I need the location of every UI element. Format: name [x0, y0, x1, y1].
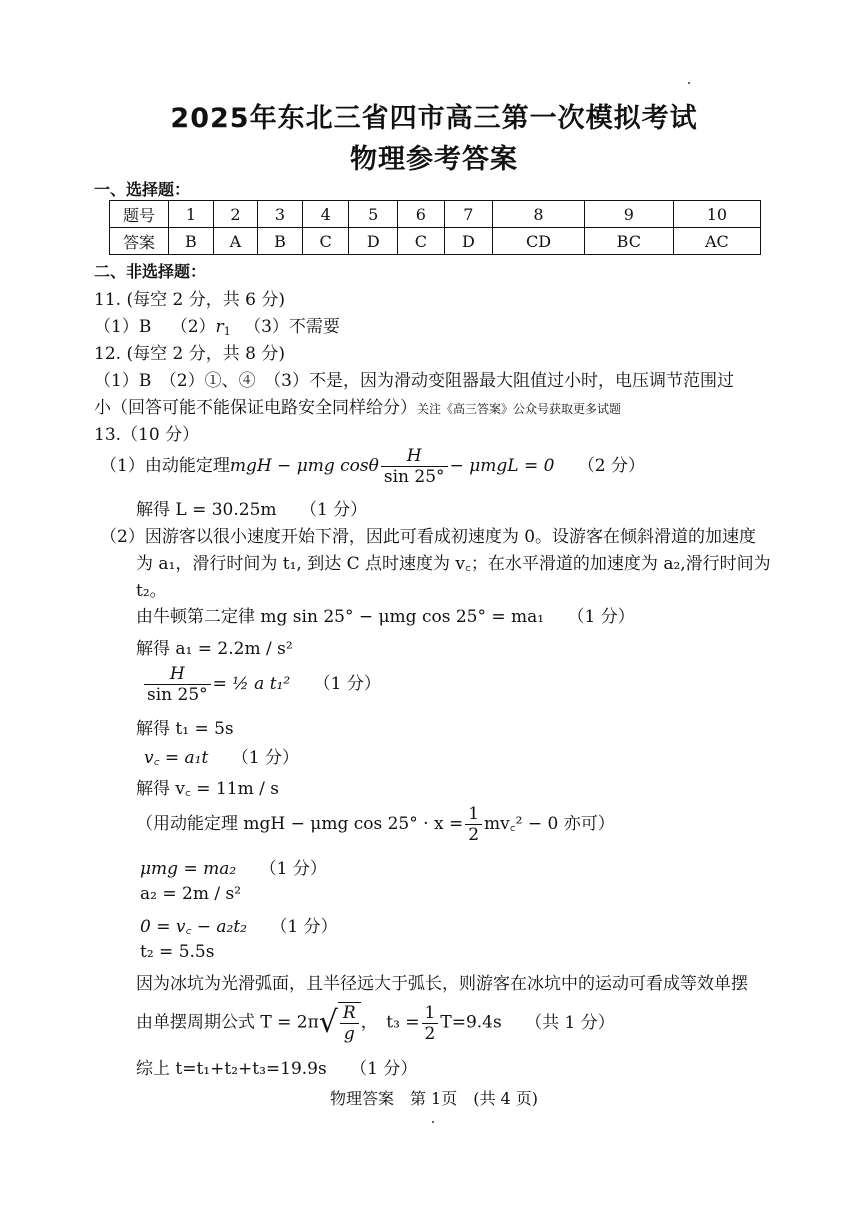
table-cell: BC	[584, 228, 673, 255]
table-header-cell: 答案	[110, 228, 169, 255]
q13-vc-eq: v꜀ = a₁t	[144, 748, 209, 768]
table-cell: 4	[302, 201, 349, 228]
q12-heading: 12. (每空 2 分，共 8 分)	[94, 344, 285, 364]
q11-answer-3: （3）不需要	[244, 317, 340, 337]
q12-promo-note: 关注《高三答案》公众号获取更多试题	[417, 402, 622, 416]
q13-p1-result	[136, 495, 367, 520]
q13-a2-result: a₂ = 2m / s²	[140, 884, 242, 904]
q13-period-b: ， t₃ =	[360, 1012, 420, 1033]
q13-alt-fraction	[465, 804, 482, 845]
section-nonchoice-heading: 二、非选择题：	[94, 262, 207, 281]
q13-newton-line	[136, 602, 635, 627]
q13-vc-line	[144, 743, 299, 768]
frac-numerator: 1	[422, 1003, 439, 1024]
q11-answer-2-label: （2）	[170, 317, 216, 337]
table-cell: B	[169, 228, 214, 255]
table-cell: 8	[493, 201, 585, 228]
table-row	[110, 228, 761, 255]
frac-denominator: 2	[424, 1023, 436, 1044]
q13-pendulum-text: 因为冰坑为光滑弧面，且半径远大于弧长，则游客在冰坑中的运动可看成等效单摆	[136, 974, 748, 994]
table-cell: C	[398, 228, 445, 255]
q13-period-fraction	[422, 1003, 439, 1044]
table-cell: 10	[673, 201, 760, 228]
table-cell: 6	[398, 201, 445, 228]
q13-sqrt	[319, 1002, 361, 1044]
q13-p1-eq-b: − μmgL = 0	[449, 456, 555, 476]
q13-p1-result-score: （1 分）	[299, 500, 368, 520]
q13-total-score: （1 分）	[350, 1059, 418, 1079]
table-header-cell: 题号	[110, 201, 169, 228]
frac-denominator: g	[343, 1024, 355, 1044]
q12-line-2-text: 小（回答可能不能保证电路安全同样给分）	[94, 398, 417, 418]
q13-kinematics-line	[142, 664, 381, 705]
q13-p1-label: （1）由动能定理	[100, 456, 230, 476]
speck	[432, 1121, 434, 1123]
q13-p1-eq-a: mgH − μmg cosθ	[229, 456, 379, 476]
q13-mu-eq: μmg = ma₂	[140, 859, 237, 879]
q13-total: 综上 t=t₁+t₂+t₃=19.9s	[136, 1059, 327, 1079]
q13-p1-score: （2 分）	[577, 456, 646, 476]
table-cell: B	[258, 228, 303, 255]
frac-numerator: H	[144, 664, 211, 685]
frac-numerator: 1	[465, 804, 482, 825]
table-cell: D	[349, 228, 398, 255]
q13-alt-a: （用动能定理 mgH − μmg cos 25° · x =	[136, 814, 464, 834]
q13-period-score: （共 1 分）	[525, 1012, 615, 1033]
q13-period-line	[136, 1002, 615, 1044]
q13-period-rad-fraction	[340, 1003, 359, 1044]
table-cell: CD	[493, 228, 585, 255]
page-subtitle: 物理参考答案	[350, 144, 518, 175]
q13-p2-line-2: 为 a₁，滑行时间为 t₁, 到达 C 点时速度为 v꜀；在水平滑道的加速度为 a₂,滑行时间为	[136, 554, 771, 574]
page-title: 2025年东北三省四市高三第一次模拟考试	[170, 103, 698, 134]
q13-kin-score: （1 分）	[313, 674, 381, 694]
table-cell: AC	[673, 228, 760, 255]
table-cell: 9	[584, 201, 673, 228]
q11-heading: 11. (每空 2 分，共 6 分)	[94, 290, 285, 310]
table-cell: 5	[349, 201, 398, 228]
q13-zero-eq: 0 = v꜀ − a₂t₂	[140, 917, 248, 937]
q11-answers	[94, 312, 340, 338]
q12-line-2	[94, 393, 621, 418]
q13-newton-eq: 由牛顿第二定律 mg sin 25° − μmg cos 25° = ma₁	[136, 607, 545, 627]
table-cell: A	[213, 228, 257, 255]
q13-alternative-line	[136, 804, 615, 845]
q13-vc-result: 解得 v꜀ = 11m / s	[136, 779, 279, 799]
answer-table	[109, 200, 761, 255]
q13-t2-result: t₂ = 5.5s	[140, 942, 215, 962]
q13-a1-result: 解得 a₁ = 2.2m / s²	[136, 639, 293, 659]
q13-p2-line-1: （2）因游客以很小速度开始下滑，因此可看成初速度为 0。设游客在倾斜滑道的加速度	[100, 527, 757, 547]
q13-zero-score: （1 分）	[270, 917, 338, 937]
frac-denominator: sin 25°	[383, 467, 445, 487]
q13-alt-b: mv꜀² − 0 亦可）	[484, 814, 615, 834]
table-cell: 3	[258, 201, 303, 228]
q13-mu-score: （1 分）	[259, 859, 327, 879]
page-footer: 物理答案 第 1页 (共 4 页)	[329, 1089, 539, 1108]
table-cell: C	[302, 228, 349, 255]
q13-mu-line	[140, 854, 327, 879]
q13-zero-line	[140, 912, 338, 937]
q13-kin-fraction	[144, 664, 211, 705]
table-cell: D	[444, 228, 493, 255]
speck	[688, 82, 690, 84]
sqrt-sign: √	[318, 1005, 338, 1040]
q13-vc-score: （1 分）	[231, 748, 299, 768]
frac-denominator: 2	[468, 825, 480, 845]
q13-period-c: T=9.4s	[440, 1012, 502, 1033]
table-cell: 7	[444, 201, 493, 228]
q13-period-a: 由单摆周期公式 T = 2π	[136, 1012, 319, 1033]
frac-numerator: H	[381, 446, 448, 467]
q13-part1-equation	[100, 446, 645, 487]
section-choice-heading: 一、选择题：	[94, 180, 191, 199]
q13-p2-line-3: t₂。	[136, 581, 167, 601]
q13-p1-fraction	[381, 446, 448, 487]
q13-p1-result-text: 解得 L = 30.25m	[136, 500, 277, 520]
q12-line-1: （1）B （2）①、④ （3）不是，因为滑动变阻器最大阻值过小时，电压调节范围过	[94, 371, 734, 391]
frac-denominator: sin 25°	[147, 685, 208, 705]
q13-kin-eq: = ½ a t₁²	[212, 674, 291, 694]
table-cell: 2	[213, 201, 257, 228]
table-cell: 1	[169, 201, 214, 228]
q11-answer-2-var: r	[215, 317, 224, 337]
frac-numerator: R	[340, 1003, 359, 1024]
q11-answer-2-sub: 1	[223, 325, 231, 338]
q13-heading: 13.（10 分）	[94, 425, 200, 445]
q13-t1-result: 解得 t₁ = 5s	[136, 719, 234, 739]
table-row	[110, 201, 761, 228]
q13-newton-score: （1 分）	[567, 607, 635, 627]
q13-total-line	[136, 1054, 417, 1079]
q11-answer-1: （1）B	[94, 317, 152, 337]
